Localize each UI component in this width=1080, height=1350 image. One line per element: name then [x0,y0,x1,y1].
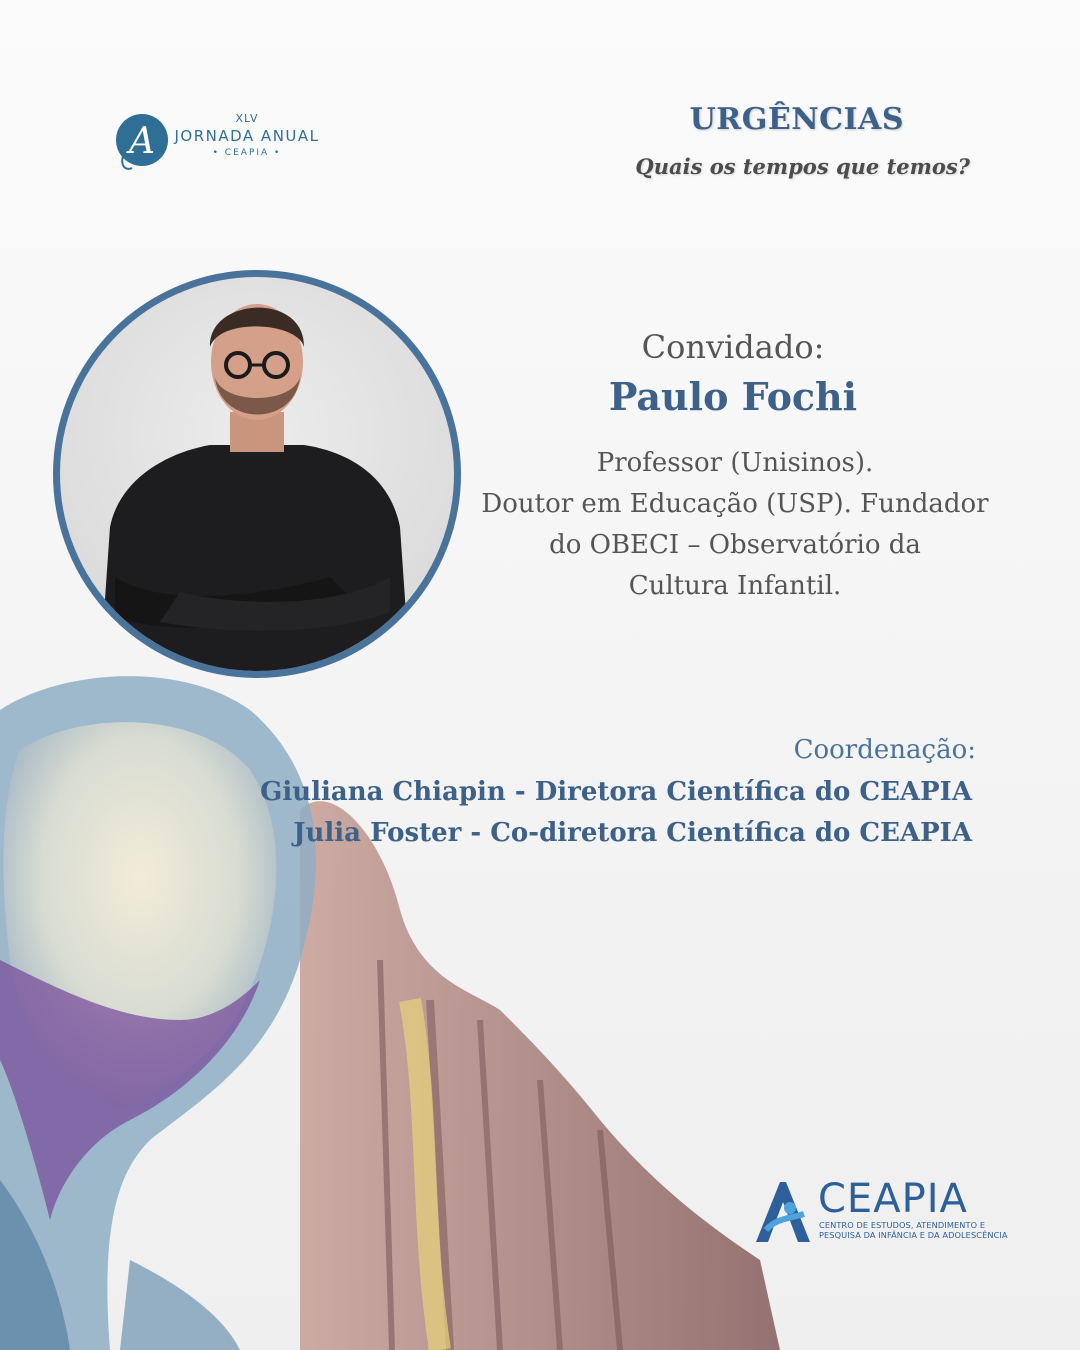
guest-portrait [53,270,461,678]
guest-label: Convidado: [641,328,825,366]
guest-bio-line: Doutor em Educação (USP). Fundador [481,489,989,519]
guest-bio-line: Cultura Infantil. [628,571,842,601]
coordination-label: Coordenação: [793,735,976,765]
coordination-member: Julia Foster - Co-diretora Científica do CEAPIA [293,818,972,848]
ceapia-tagline [819,1220,1008,1240]
ceapia-logo [752,1176,1008,1248]
theme-title: URGÊNCIAS [689,102,904,137]
guest-bio-line: do OBECI – Observatório da [549,530,921,560]
guest-bio [480,443,990,607]
guest-bio-line: Professor (Unisinos). [596,448,874,478]
svg-text:A: A [129,121,155,162]
event-name: JORNADA ANUAL [174,127,320,145]
ceapia-tagline-line: CENTRO DE ESTUDOS, ATENDIMENTO E [819,1220,986,1230]
ceapia-logo-icon [752,1178,814,1244]
event-org: • CEAPIA • [212,148,282,158]
watercolor-artwork [0,660,780,1350]
event-logo [112,110,342,174]
ceapia-wordmark: CEAPIA [818,1176,968,1222]
coordination-member: Giuliana Chiapin - Diretora Científica do CEAPIA [260,777,972,807]
event-monogram-icon [112,110,172,174]
theme-subtitle: Quais os tempos que temos? [635,154,970,179]
event-edition: XLV [235,112,259,125]
guest-name: Paulo Fochi [608,374,858,419]
ceapia-tagline-line: PESQUISA DA INFÂNCIA E DA ADOLESCÊNCIA [819,1230,1008,1240]
